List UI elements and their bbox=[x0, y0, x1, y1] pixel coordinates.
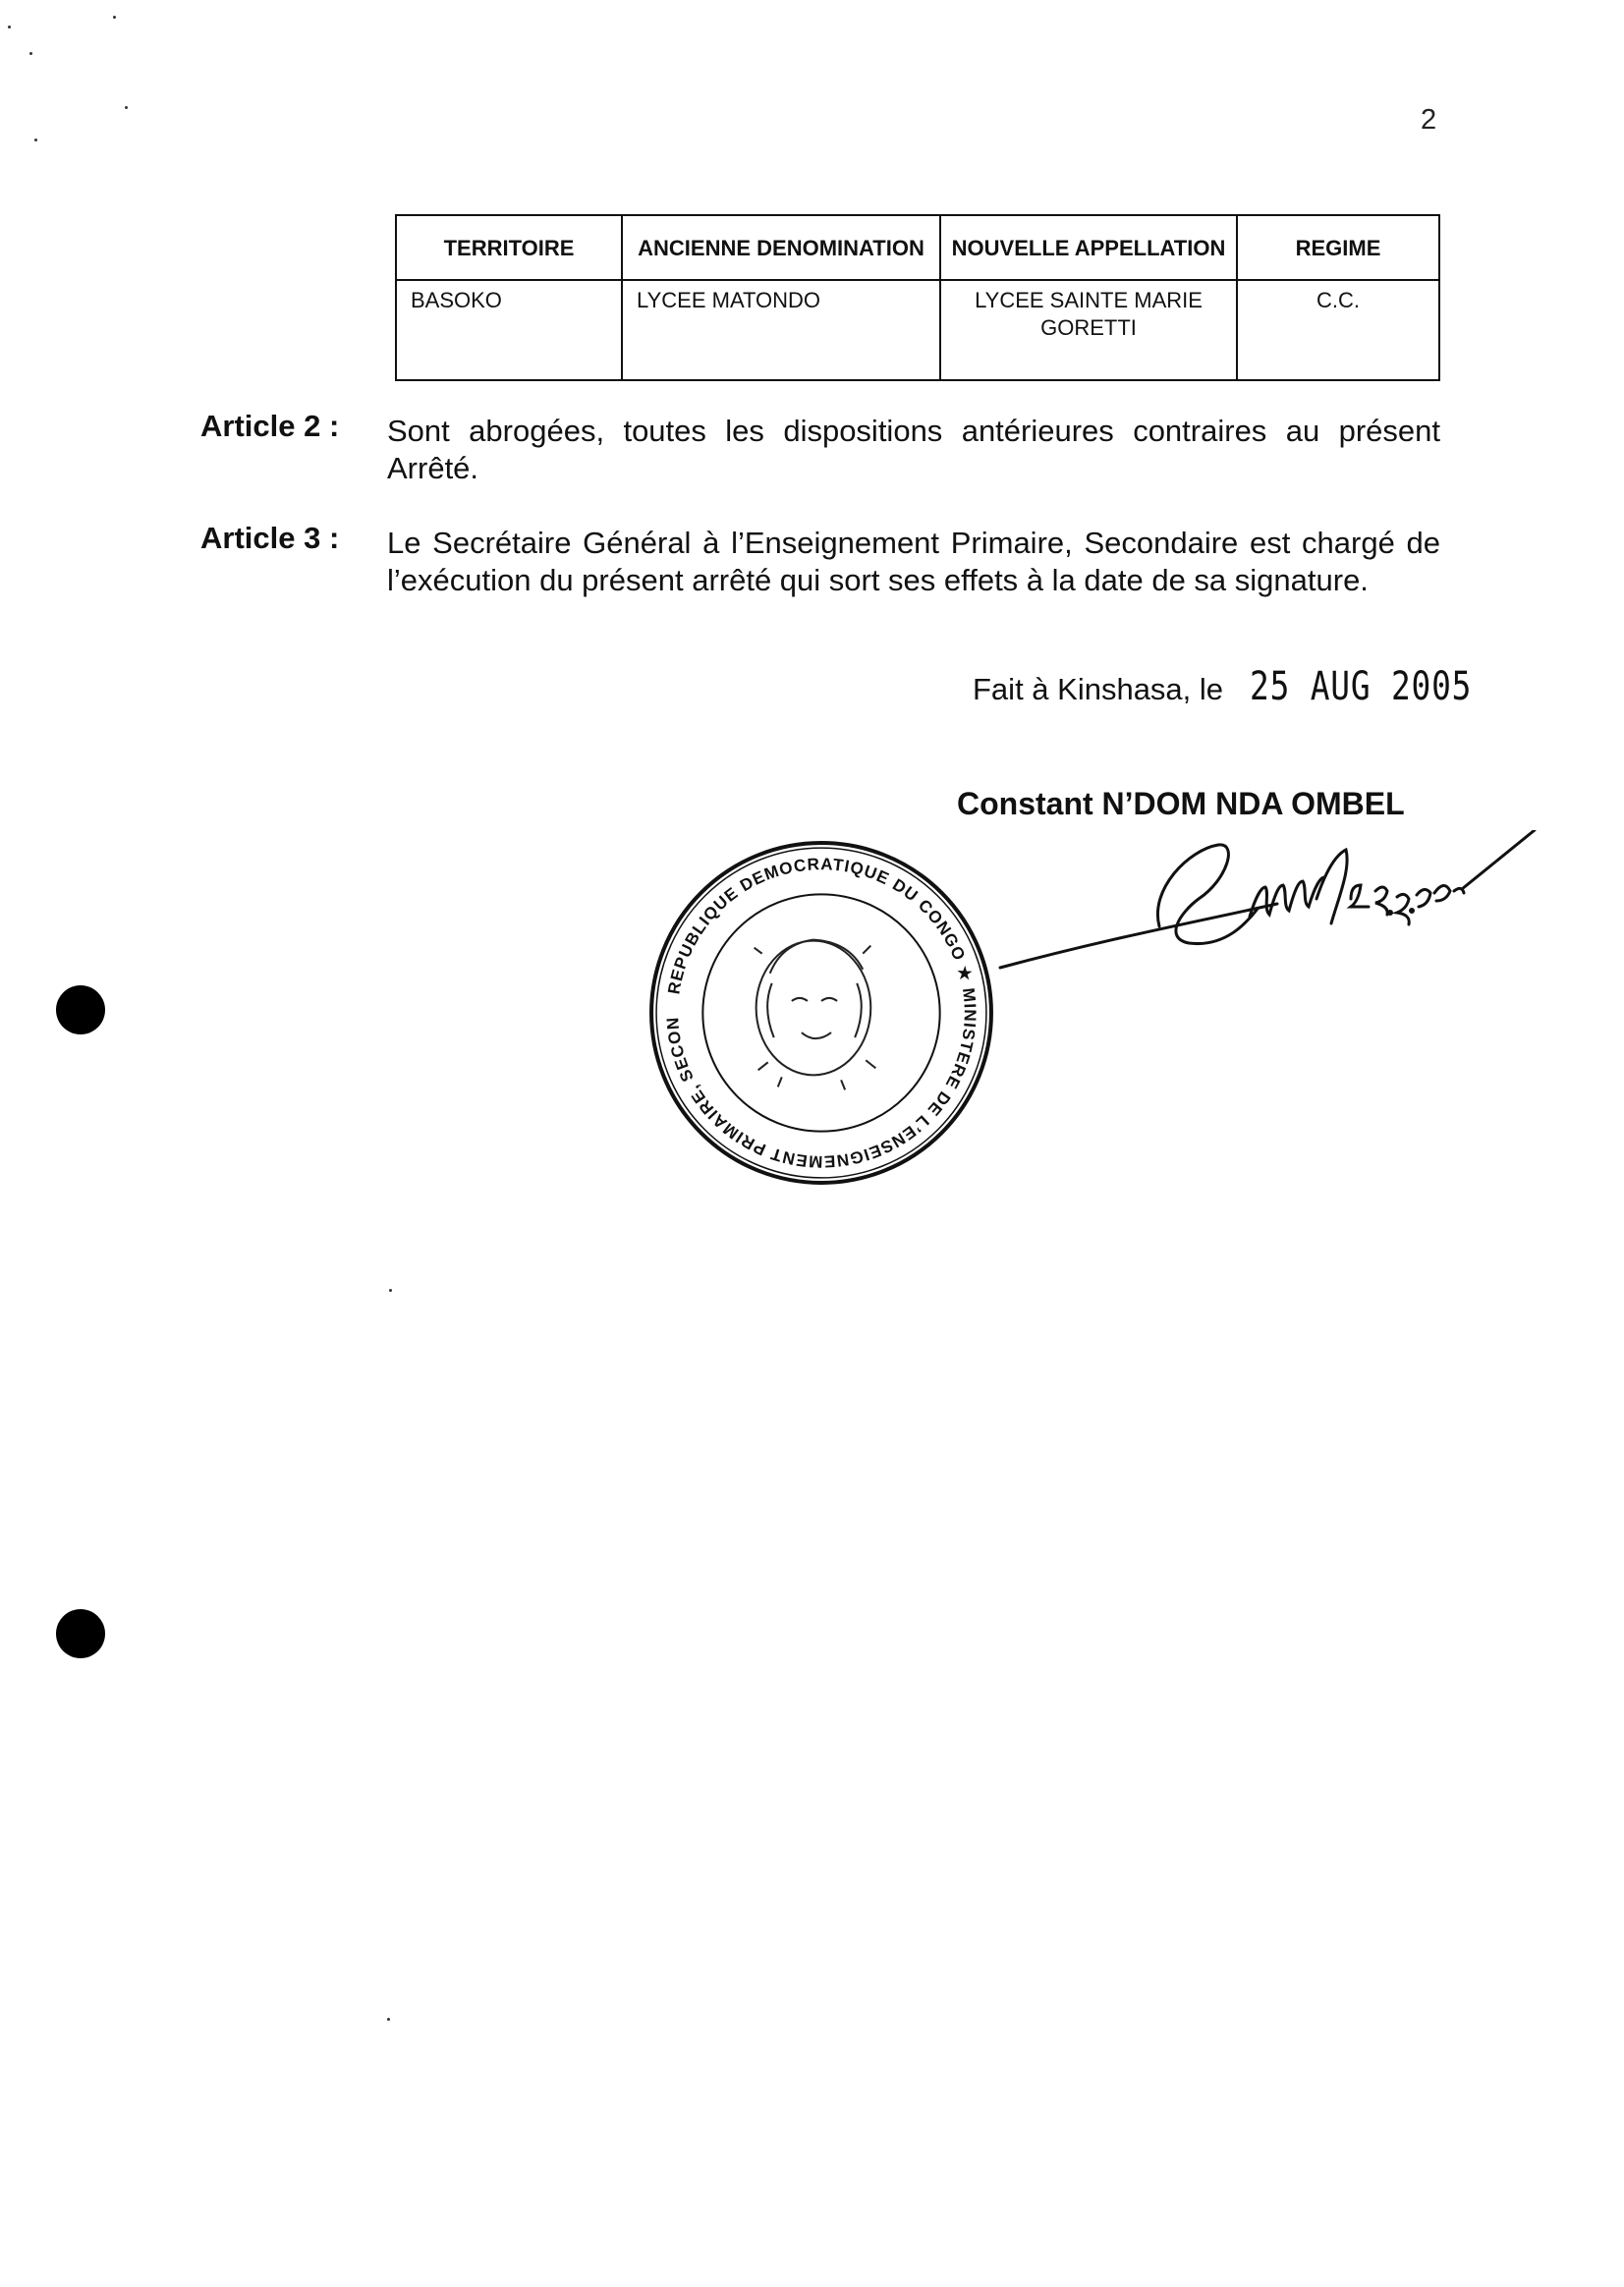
scan-speck bbox=[387, 2018, 390, 2021]
column-header-territoire: TERRITOIRE bbox=[396, 215, 622, 280]
column-header-ancienne-denomination: ANCIENNE DENOMINATION bbox=[622, 215, 940, 280]
cell-nouvelle-appellation: LYCEE SAINTE MARIE GORETTI bbox=[940, 280, 1237, 380]
table-header-row bbox=[396, 215, 1439, 280]
punch-hole bbox=[56, 985, 105, 1034]
article-2-label: Article 2 : bbox=[200, 409, 340, 443]
article-3-text: Le Secrétaire Général à l’Enseignement Primaire, Secondaire est chargé de l’exécution du présent arrêté qui sort ses effets à la date de sa signature. bbox=[387, 526, 1440, 597]
signatory-name: Constant N’DOM NDA OMBEL bbox=[957, 786, 1405, 821]
cell-ancienne-denomination: LYCEE MATONDO bbox=[622, 280, 940, 380]
cell-territoire: BASOKO bbox=[396, 280, 622, 380]
place-date-line bbox=[973, 664, 1521, 709]
official-seal bbox=[644, 835, 999, 1191]
stamped-date: 25 AUG 2005 bbox=[1249, 664, 1472, 709]
scan-speck bbox=[125, 106, 128, 109]
scan-speck bbox=[34, 139, 37, 141]
punch-hole bbox=[56, 1609, 105, 1658]
table-row bbox=[396, 280, 1439, 380]
column-header-nouvelle-appellation: NOUVELLE APPELLATION bbox=[940, 215, 1237, 280]
place-label: Fait à Kinshasa, le bbox=[973, 672, 1224, 706]
scan-speck bbox=[8, 26, 11, 28]
scan-speck bbox=[113, 16, 116, 19]
svg-text:REPUBLIQUE DEMOCRATIQUE DU CON: REPUBLIQUE DEMOCRATIQUE DU CONGO ★ MINISTERE DE L’ENSEIGNEMENT PRIMAIRE, SECON bbox=[663, 855, 980, 1171]
article-2-text: Sont abrogées, toutes les dispositions antérieures contraires au présent Arrêté. bbox=[387, 414, 1440, 485]
cell-regime: C.C. bbox=[1237, 280, 1439, 380]
column-header-regime: REGIME bbox=[1237, 215, 1439, 280]
page-number: 2 bbox=[1421, 104, 1437, 136]
scan-speck bbox=[29, 52, 32, 55]
scan-speck bbox=[389, 1289, 392, 1292]
handwritten-signature bbox=[992, 830, 1542, 1007]
school-renaming-table bbox=[395, 214, 1440, 381]
article-3-label: Article 3 : bbox=[200, 521, 340, 555]
